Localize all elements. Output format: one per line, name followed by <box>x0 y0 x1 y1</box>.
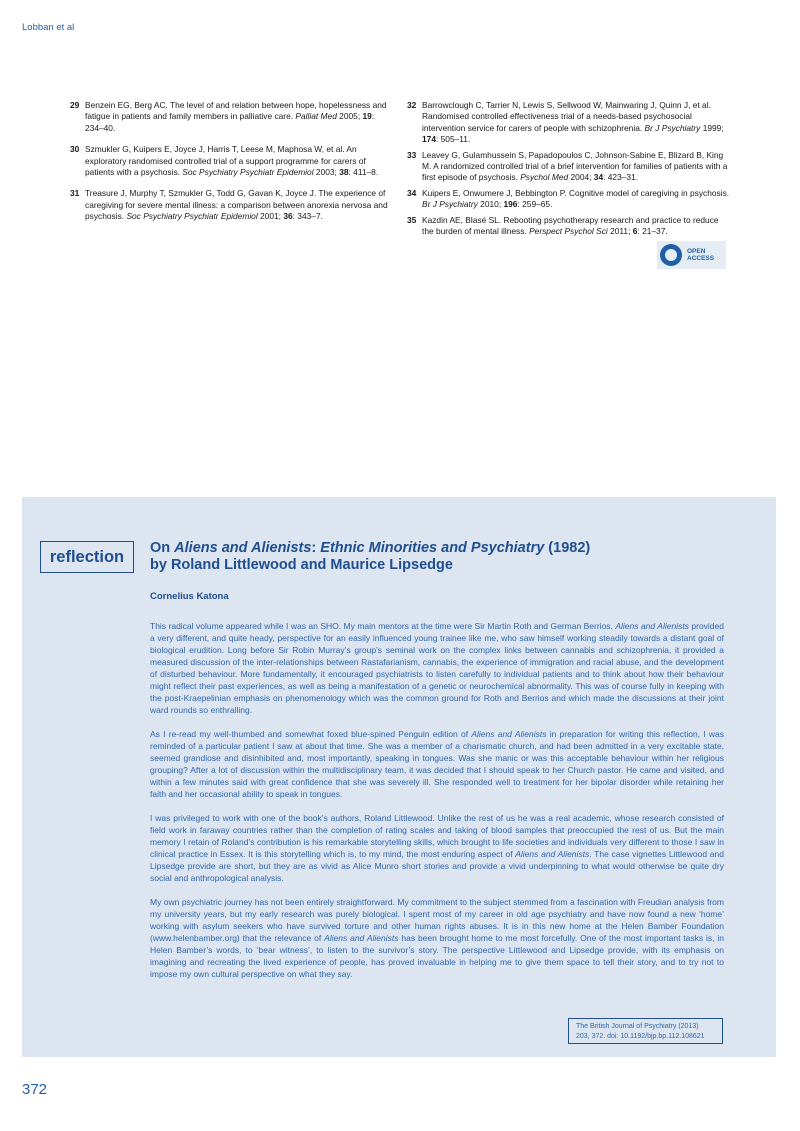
reference-number: 35 <box>407 214 417 225</box>
paragraph: This radical volume appeared while I was an SHO. My main mentors at the time were Sir Martin Roth and German Berrios. Aliens and Alienists provided a very different, and quite heady, perspective for an easily influenced young trainee like me, who saw himself working steadily towards a distant goal of biological erudition. Long before Sir Robin Murray’s group’s seminal work on the complex links between cannabis and schizophrenia, it provided a measured discussion of the inter-relationships between Rastafarianism, cannabis, the experience of immigration and racial abuse, and the development of disturbed behaviour. More fundamentally, it encouraged psychiatrists to listen carefully to individual patients and to think about how their behaviour might reflect their past experiences, as well as being a manifestation of a genetic or neurochemical abnormality. This was of course fully in keeping with the post-Kraepelinian emphasis on phenomenology which was the common ground for Roth and Berrios and which made the discussions at their joint ward rounds so enthralling. <box>150 621 724 715</box>
reference-number: 34 <box>407 187 417 198</box>
reference-number: 33 <box>407 149 417 160</box>
references-right-column <box>407 100 730 241</box>
reference-text: Szmukler G, Kuipers E, Joyce J, Harris T, Leese M, Maphosa W, et al. An exploratory randomised controlled trial of a support programme for carers of patients with a psychosis. Soc Psychiatry Psychiatr Epidemiol 2003; 38: 411–8. <box>85 144 379 178</box>
reference-text: Kazdin AE, Blasé SL. Rebooting psychotherapy research and practice to reduce the burden of mental illness. Perspect Psychol Sci 2011; 6: 21–37. <box>422 214 719 237</box>
article-body <box>150 620 724 992</box>
open-access-label: OPEN ACCESS <box>687 247 715 262</box>
open-access-icon <box>660 244 682 266</box>
reference-text: Benzein EG, Berg AC. The level of and relation between hope, hopelessness and fatigue in patients and family members in palliative care. Palliat Med 2005; 19: 234–40. <box>85 100 387 133</box>
reference-text: Barrowclough C, Tarrier N, Lewis S, Sellwood W, Mainwaring J, Quinn J, et al. Randomised controlled effectiveness trial of a needs-based psychosocial intervention service for carers of people with schizophrenia. Br J Psychiatry 1999; 174: 505–11. <box>422 100 724 145</box>
reference-number: 30 <box>70 144 80 155</box>
reference-item <box>70 100 393 134</box>
reference-number: 31 <box>70 188 80 199</box>
paragraph: My own psychiatric journey has not been entirely straightforward. My commitment to the subject stemmed from a fascination with Freudian analysis from my university years, but my early research was purely biological. I spent most of my career in old age psychiatry and have now found a new ‘home’ working with asylum seekers who have survived torture and other human rights abuses. It is in this new home at the Helen Bamber Foundation (www.helenbamber.org) that the relevance of Aliens and Alienists has been brought home to me most forcefully. One of the most important tasks is, in Helen Bamber’s words, to ‘bear witness’, to listen to the survivor’s story. The perspective Littlewood and Lipsedge provide, with its emphasis on imagining and recreating the lived experience of people, has proved invaluable in helping me to give them space to tell their story, and to try not to impose my own cultural perspective on what they say. <box>150 897 725 979</box>
reference-text: Leavey G, Gulamhussein S, Papadopoulos C, Johnson-Sabine E, Blizard B, King M. A randomized controlled trial of a brief intervention for families of patients with a first episode of psychosis. Psychol Med 2004; 34: 423–31. <box>422 149 728 183</box>
references-left-column <box>70 100 393 233</box>
reference-text: Kuipers E, Onwumere J, Bebbington P. Cognitive model of caregiving in psychosis. Br J Psychiatry 2010; 196: 259–65. <box>422 187 730 210</box>
reflection-tag: reflection <box>40 541 134 573</box>
reference-item <box>407 150 730 184</box>
article-title: On Aliens and Alienists: Ethnic Minorities and Psychiatry (1982) by Roland Littlewood and Maurice Lipsedge <box>150 540 591 573</box>
open-access-badge[interactable] <box>657 241 726 269</box>
reference-item <box>407 100 730 146</box>
running-head: Lobban et al <box>22 22 75 33</box>
reference-number: 29 <box>70 100 80 110</box>
reference-item <box>70 188 393 222</box>
reference-item <box>407 215 730 238</box>
reference-number: 32 <box>407 100 417 110</box>
reference-text: Treasure J, Murphy T, Szmukler G, Todd G, Gavan K, Joyce J. The experience of caregiving for severe mental illness: a comparison between anorexia nervosa and psychosis. Soc Psychiatry Psychiatr Epidemiol 2001; 36: 343–7. <box>85 188 388 222</box>
citation-box[interactable]: The British Journal of Psychiatry (2013) 203, 372. doi: 10.1192/bjp.bp.112.108621 <box>568 1018 723 1044</box>
paragraph: I was privileged to work with one of the book’s authors, Roland Littlewood. Unlike the rest of us he was a real academic, whose research consisted of field work in faraway countries rather than the completion of rating scales and taking of blood samples that preoccupied the rest of us. But the main memory I retain of Roland’s contribution is his remarkable storytelling skills, which brought to life societies and individuals very different to those I saw in clinical practice in Essex. It is this storytelling which is, to my mind, the most enduring aspect of Aliens and Alienists. The case vignettes Littlewood and Lipsedge provide are short, but they are as vivid as Alice Munro short stories and provide a vivid underpinning to what would otherwise be quite dry social and anthropological analysis. <box>150 813 724 883</box>
article-author: Cornelius Katona <box>150 591 229 602</box>
paragraph: As I re-read my well-thumbed and somewhat foxed blue-spined Penguin edition of Aliens and Alienists in preparation for writing this reflection, I was reminded of a particular patient I saw at about that time. She was a member of a charismatic church, and had been admitted in a very excitable state, seemed grandiose and disinhibited and, most importantly, speaking in tongues. Was she manic or was this acceptable behaviour within her religious grouping? After a lot of discussion within the multidisciplinary team, it was decided that I should speak to her Church pastor. He came and visited, and within a few minutes said with great confidence that she was severely ill. She responded well to treatment for her bipolar disorder while retaining her faith and her occasional ability to speak in tongues. <box>150 729 724 799</box>
reference-item <box>407 188 730 211</box>
reference-item <box>70 144 393 178</box>
page-number: 372 <box>22 1081 48 1098</box>
